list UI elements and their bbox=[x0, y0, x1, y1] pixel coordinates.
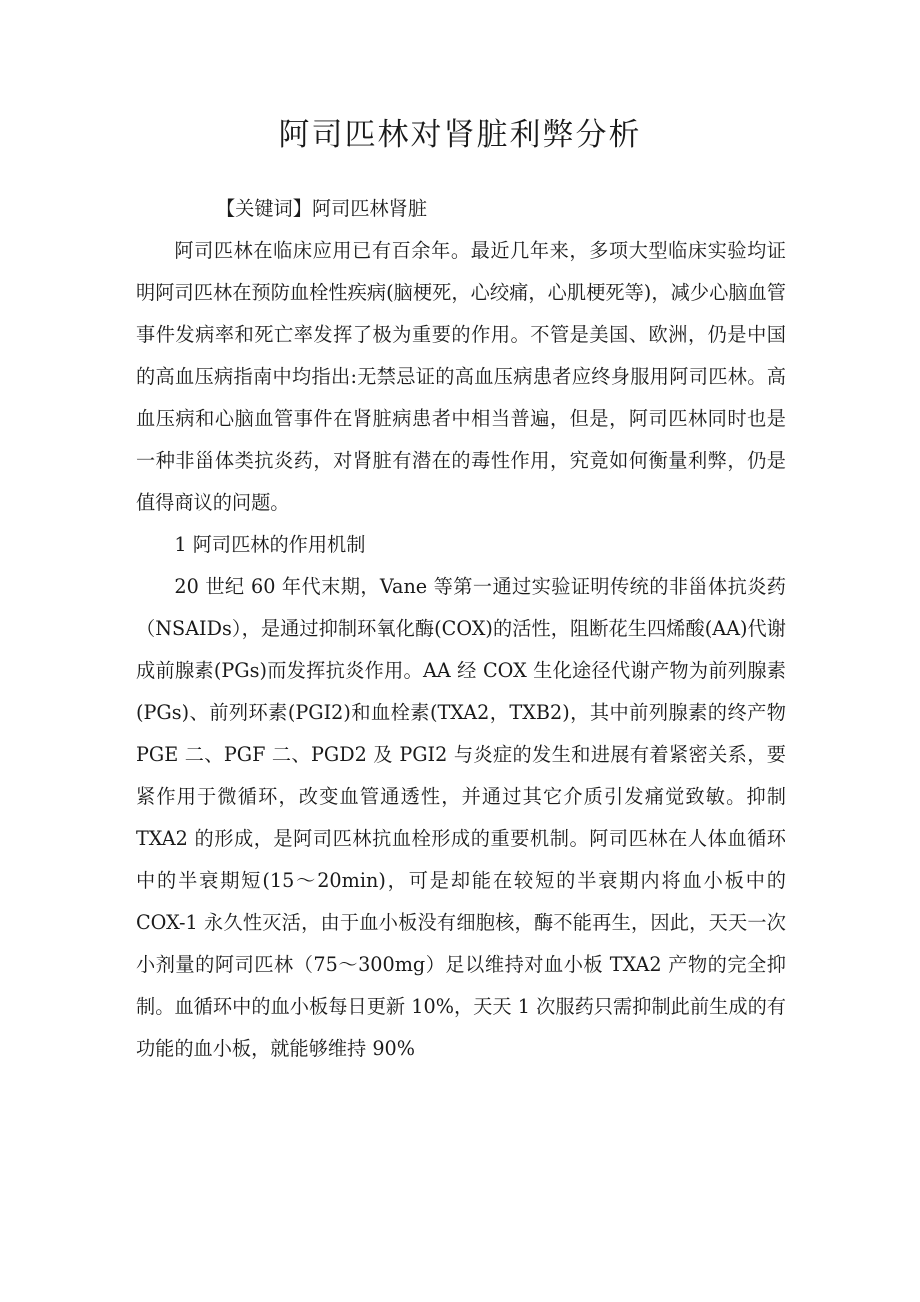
paragraph-intro: 阿司匹林在临床应用已有百余年。最近几年来，多项大型临床实验均证明阿司匹林在预防血栓性疾病(脑梗死，心绞痛，心肌梗死等)，减少心脑血管事件发病率和死亡率发挥了极为重要的作用。不管是美国、欧洲，仍是中国的高血压病指南中均指出:无禁忌证的高血压病患者应终身服用阿司匹林。高血压病和心脑血管事件在肾脏病患者中相当普遍，但是，阿司匹林同时也是一种非甾体类抗炎药，对肾脏有潜在的毒性作用，究竟如何衡量利弊，仍是值得商议的问题。 bbox=[136, 239, 786, 514]
document-body bbox=[136, 188, 786, 1070]
keywords-value: 阿司匹林肾脏 bbox=[311, 197, 428, 220]
section-heading: 1 阿司匹林的作用机制 bbox=[174, 533, 366, 556]
document-title: 阿司匹林对肾脏利弊分析 bbox=[278, 117, 642, 153]
paragraph-mechanism: 20 世纪 60 年代末期，Vane 等第一通过实验证明传统的非甾体抗炎药（NSAIDs），是通过抑制环氧化酶(COX)的活性，阻断花生四烯酸(AA)代谢成前腺素(PGs)而发挥抗炎作用。AA 经 COX 生化途径代谢产物为前列腺素(PGs)、前列环素(PGI2)和血栓素(TXA2，TXB2)，其中前列腺素的终产物 PGE 二、PGF 二、PGD2 及 PGI2 与炎症的发生和进展有着紧密关系，要紧作用于微循环，改变血管通透性，并通过其它介质引发痛觉致敏。抑制 TXA2 的形成，是阿司匹林抗血栓形成的重要机制。阿司匹林在人体血循环中的半衰期短(15～20min)，可是却能在较短的半衰期内将血小板中的 COX-1 永久性灭活，由于血小板没有细胞核，酶不能再生，因此，天天一次小剂量的阿司匹林（75～300mg）足以维持对血小板 TXA2 产物的完全抑制。血循环中的血小板每日更新 10%，天天 1 次服药只需抑制此前生成的有功能的血小板，就能够维持 90% bbox=[136, 575, 786, 1060]
keywords-label: 【关键词】 bbox=[216, 197, 312, 220]
keywords-line bbox=[136, 188, 786, 230]
